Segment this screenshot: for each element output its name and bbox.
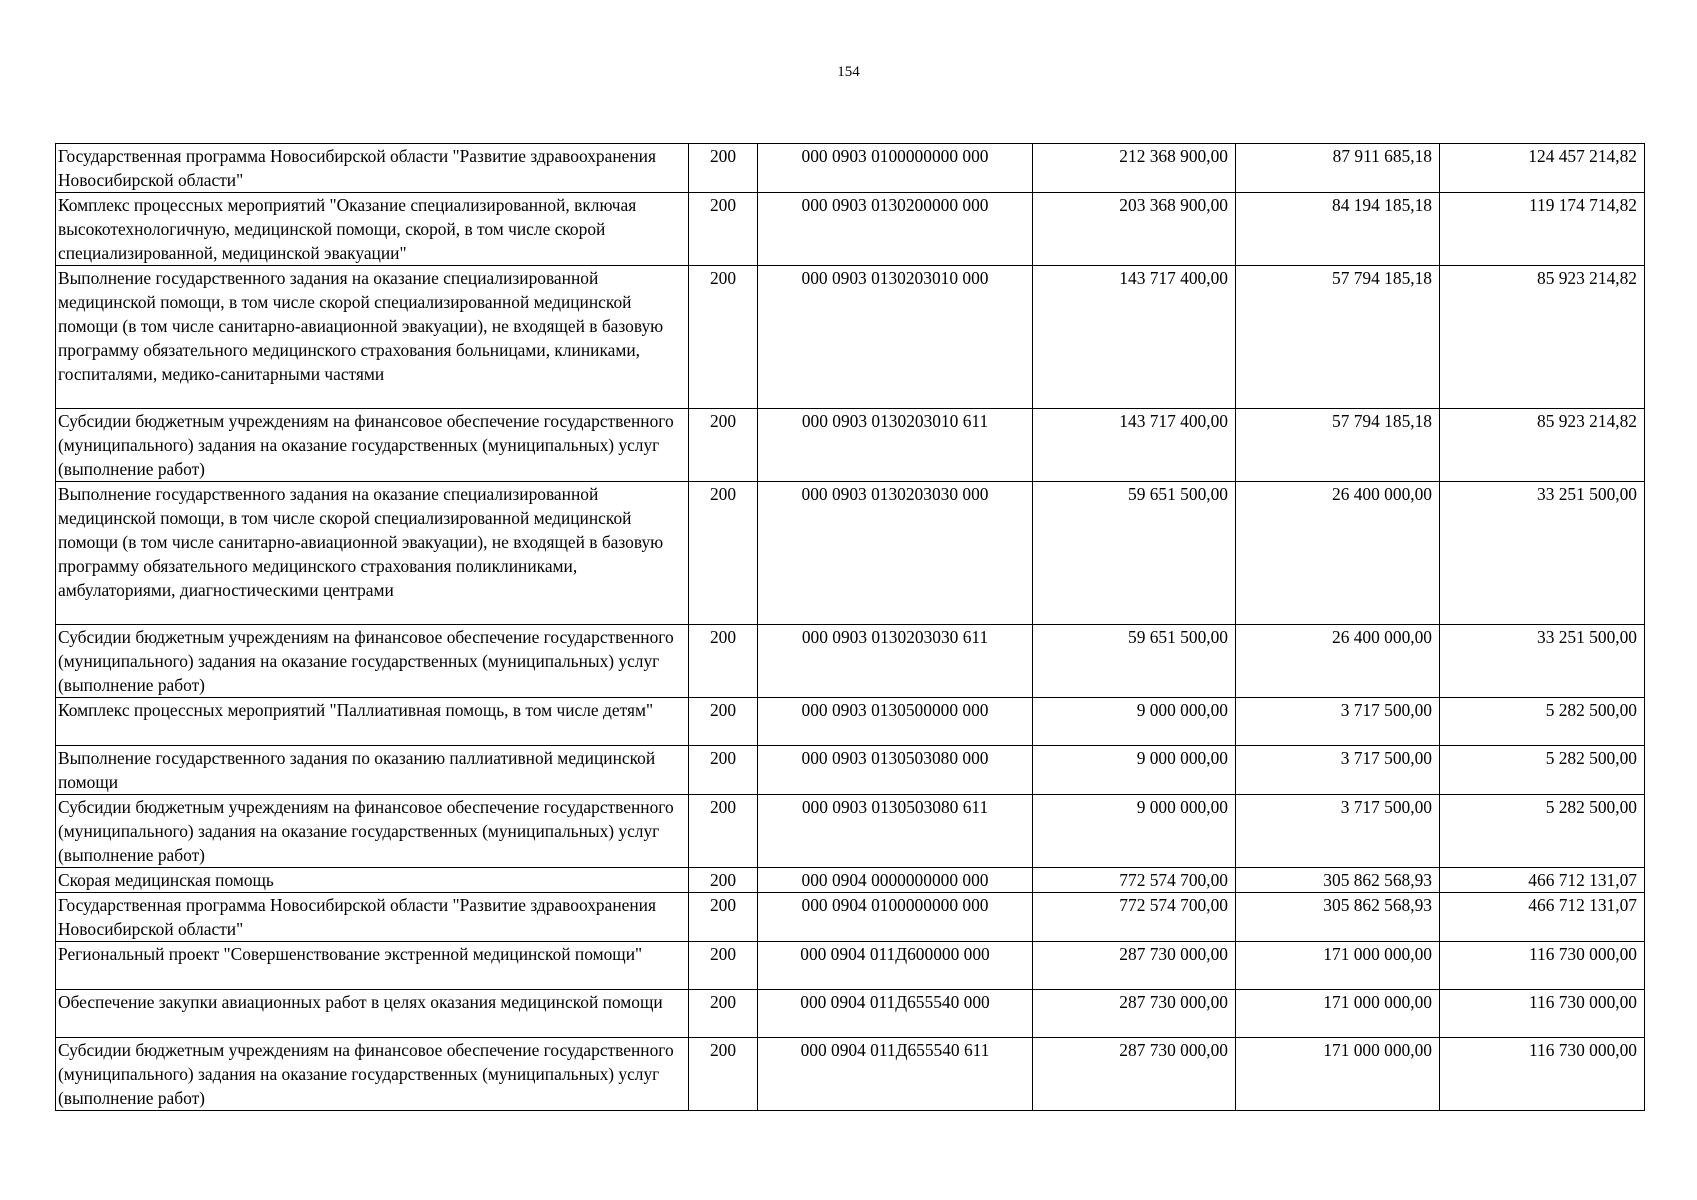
row-approved-cell: 203 368 900,00 xyxy=(1033,193,1236,266)
budget-execution-table xyxy=(55,143,1645,1111)
row-executed-cell: 26 400 000,00 xyxy=(1236,482,1440,625)
row-executed-cell: 171 000 000,00 xyxy=(1236,990,1440,1038)
row-code-cell: 200 xyxy=(689,795,758,868)
row-kbk-cell: 000 0903 0130503080 611 xyxy=(758,795,1033,868)
row-unexecuted-cell: 466 712 131,07 xyxy=(1440,868,1645,893)
row-unexecuted-cell: 33 251 500,00 xyxy=(1440,625,1645,698)
row-approved-cell: 59 651 500,00 xyxy=(1033,625,1236,698)
table-row xyxy=(56,795,1645,868)
row-code-cell: 200 xyxy=(689,698,758,746)
table-row xyxy=(56,482,1645,625)
row-name-cell: Выполнение государственного задания на оказание специализированной медицинской помощи, в том числе скорой специализированной медицинской помощи (в том числе санитарно-авиационной эвакуации), не входящей в базовую программу обязательного медицинского страхования больницами, клиниками, госпиталями, медико-санитарными частями xyxy=(56,266,689,409)
row-kbk-cell: 000 0904 011Д655540 000 xyxy=(758,990,1033,1038)
table-row xyxy=(56,193,1645,266)
row-kbk-cell: 000 0904 0000000000 000 xyxy=(758,868,1033,893)
row-kbk-cell: 000 0903 0130500000 000 xyxy=(758,698,1033,746)
row-approved-cell: 9 000 000,00 xyxy=(1033,795,1236,868)
row-kbk-cell: 000 0903 0100000000 000 xyxy=(758,144,1033,193)
row-executed-cell: 3 717 500,00 xyxy=(1236,795,1440,868)
row-approved-cell: 9 000 000,00 xyxy=(1033,746,1236,795)
row-approved-cell: 287 730 000,00 xyxy=(1033,1038,1236,1111)
row-name-cell: Субсидии бюджетным учреждениям на финансовое обеспечение государственного (муниципального) задания на оказание государственных (муниципальных) услуг (выполнение работ) xyxy=(56,1038,689,1111)
row-code-cell: 200 xyxy=(689,893,758,942)
row-executed-cell: 87 911 685,18 xyxy=(1236,144,1440,193)
row-code-cell: 200 xyxy=(689,1038,758,1111)
row-approved-cell: 143 717 400,00 xyxy=(1033,409,1236,482)
row-kbk-cell: 000 0903 0130203010 000 xyxy=(758,266,1033,409)
row-approved-cell: 59 651 500,00 xyxy=(1033,482,1236,625)
row-code-cell: 200 xyxy=(689,266,758,409)
page-number: 154 xyxy=(837,64,860,80)
row-kbk-cell: 000 0903 0130200000 000 xyxy=(758,193,1033,266)
row-approved-cell: 772 574 700,00 xyxy=(1033,893,1236,942)
row-executed-cell: 57 794 185,18 xyxy=(1236,409,1440,482)
row-unexecuted-cell: 85 923 214,82 xyxy=(1440,409,1645,482)
row-code-cell: 200 xyxy=(689,746,758,795)
row-name-cell: Скорая медицинская помощь xyxy=(56,868,689,893)
row-unexecuted-cell: 116 730 000,00 xyxy=(1440,942,1645,990)
row-unexecuted-cell: 119 174 714,82 xyxy=(1440,193,1645,266)
table-row xyxy=(56,625,1645,698)
row-name-cell: Государственная программа Новосибирской области "Развитие здравоохранения Новосибирской области" xyxy=(56,893,689,942)
table-row xyxy=(56,942,1645,990)
row-unexecuted-cell: 116 730 000,00 xyxy=(1440,1038,1645,1111)
row-executed-cell: 305 862 568,93 xyxy=(1236,893,1440,942)
row-unexecuted-cell: 466 712 131,07 xyxy=(1440,893,1645,942)
table-row xyxy=(56,746,1645,795)
row-code-cell: 200 xyxy=(689,144,758,193)
row-name-cell: Региональный проект "Совершенствование экстренной медицинской помощи" xyxy=(56,942,689,990)
row-name-cell: Субсидии бюджетным учреждениям на финансовое обеспечение государственного (муниципального) задания на оказание государственных (муниципальных) услуг (выполнение работ) xyxy=(56,409,689,482)
row-unexecuted-cell: 5 282 500,00 xyxy=(1440,698,1645,746)
row-code-cell: 200 xyxy=(689,482,758,625)
table-row xyxy=(56,266,1645,409)
row-approved-cell: 287 730 000,00 xyxy=(1033,942,1236,990)
row-executed-cell: 171 000 000,00 xyxy=(1236,1038,1440,1111)
table-row xyxy=(56,409,1645,482)
row-executed-cell: 171 000 000,00 xyxy=(1236,942,1440,990)
row-unexecuted-cell: 116 730 000,00 xyxy=(1440,990,1645,1038)
row-executed-cell: 84 194 185,18 xyxy=(1236,193,1440,266)
row-name-cell: Субсидии бюджетным учреждениям на финансовое обеспечение государственного (муниципального) задания на оказание государственных (муниципальных) услуг (выполнение работ) xyxy=(56,795,689,868)
table-row xyxy=(56,868,1645,893)
table-row xyxy=(56,990,1645,1038)
row-name-cell: Выполнение государственного задания на оказание специализированной медицинской помощи, в том числе скорой специализированной медицинской помощи (в том числе санитарно-авиационной эвакуации), не входящей в базовую программу обязательного медицинского страхования поликлиниками, амбулаториями, диагностическими центрами xyxy=(56,482,689,625)
table-row xyxy=(56,144,1645,193)
row-code-cell: 200 xyxy=(689,942,758,990)
table-row xyxy=(56,698,1645,746)
row-executed-cell: 3 717 500,00 xyxy=(1236,698,1440,746)
row-approved-cell: 9 000 000,00 xyxy=(1033,698,1236,746)
row-unexecuted-cell: 85 923 214,82 xyxy=(1440,266,1645,409)
row-code-cell: 200 xyxy=(689,193,758,266)
row-executed-cell: 57 794 185,18 xyxy=(1236,266,1440,409)
row-name-cell: Комплекс процессных мероприятий "Оказание специализированной, включая высокотехнологичную, медицинской помощи, скорой, в том числе скорой специализированной, медицинской эвакуации" xyxy=(56,193,689,266)
row-kbk-cell: 000 0904 011Д600000 000 xyxy=(758,942,1033,990)
row-code-cell: 200 xyxy=(689,409,758,482)
row-name-cell: Обеспечение закупки авиационных работ в целях оказания медицинской помощи xyxy=(56,990,689,1038)
row-approved-cell: 772 574 700,00 xyxy=(1033,868,1236,893)
table-row xyxy=(56,893,1645,942)
row-executed-cell: 3 717 500,00 xyxy=(1236,746,1440,795)
row-kbk-cell: 000 0903 0130203010 611 xyxy=(758,409,1033,482)
row-kbk-cell: 000 0904 011Д655540 611 xyxy=(758,1038,1033,1111)
row-unexecuted-cell: 33 251 500,00 xyxy=(1440,482,1645,625)
row-executed-cell: 305 862 568,93 xyxy=(1236,868,1440,893)
row-name-cell: Выполнение государственного задания по оказанию паллиативной медицинской помощи xyxy=(56,746,689,795)
row-approved-cell: 287 730 000,00 xyxy=(1033,990,1236,1038)
row-approved-cell: 212 368 900,00 xyxy=(1033,144,1236,193)
row-kbk-cell: 000 0903 0130203030 611 xyxy=(758,625,1033,698)
row-name-cell: Комплекс процессных мероприятий "Паллиативная помощь, в том числе детям" xyxy=(56,698,689,746)
row-approved-cell: 143 717 400,00 xyxy=(1033,266,1236,409)
row-code-cell: 200 xyxy=(689,990,758,1038)
row-code-cell: 200 xyxy=(689,625,758,698)
row-kbk-cell: 000 0904 0100000000 000 xyxy=(758,893,1033,942)
row-unexecuted-cell: 5 282 500,00 xyxy=(1440,795,1645,868)
row-name-cell: Государственная программа Новосибирской области "Развитие здравоохранения Новосибирской области" xyxy=(56,144,689,193)
row-name-cell: Субсидии бюджетным учреждениям на финансовое обеспечение государственного (муниципального) задания на оказание государственных (муниципальных) услуг (выполнение работ) xyxy=(56,625,689,698)
table-row xyxy=(56,1038,1645,1111)
row-code-cell: 200 xyxy=(689,868,758,893)
row-kbk-cell: 000 0903 0130203030 000 xyxy=(758,482,1033,625)
row-unexecuted-cell: 124 457 214,82 xyxy=(1440,144,1645,193)
row-kbk-cell: 000 0903 0130503080 000 xyxy=(758,746,1033,795)
row-unexecuted-cell: 5 282 500,00 xyxy=(1440,746,1645,795)
row-executed-cell: 26 400 000,00 xyxy=(1236,625,1440,698)
